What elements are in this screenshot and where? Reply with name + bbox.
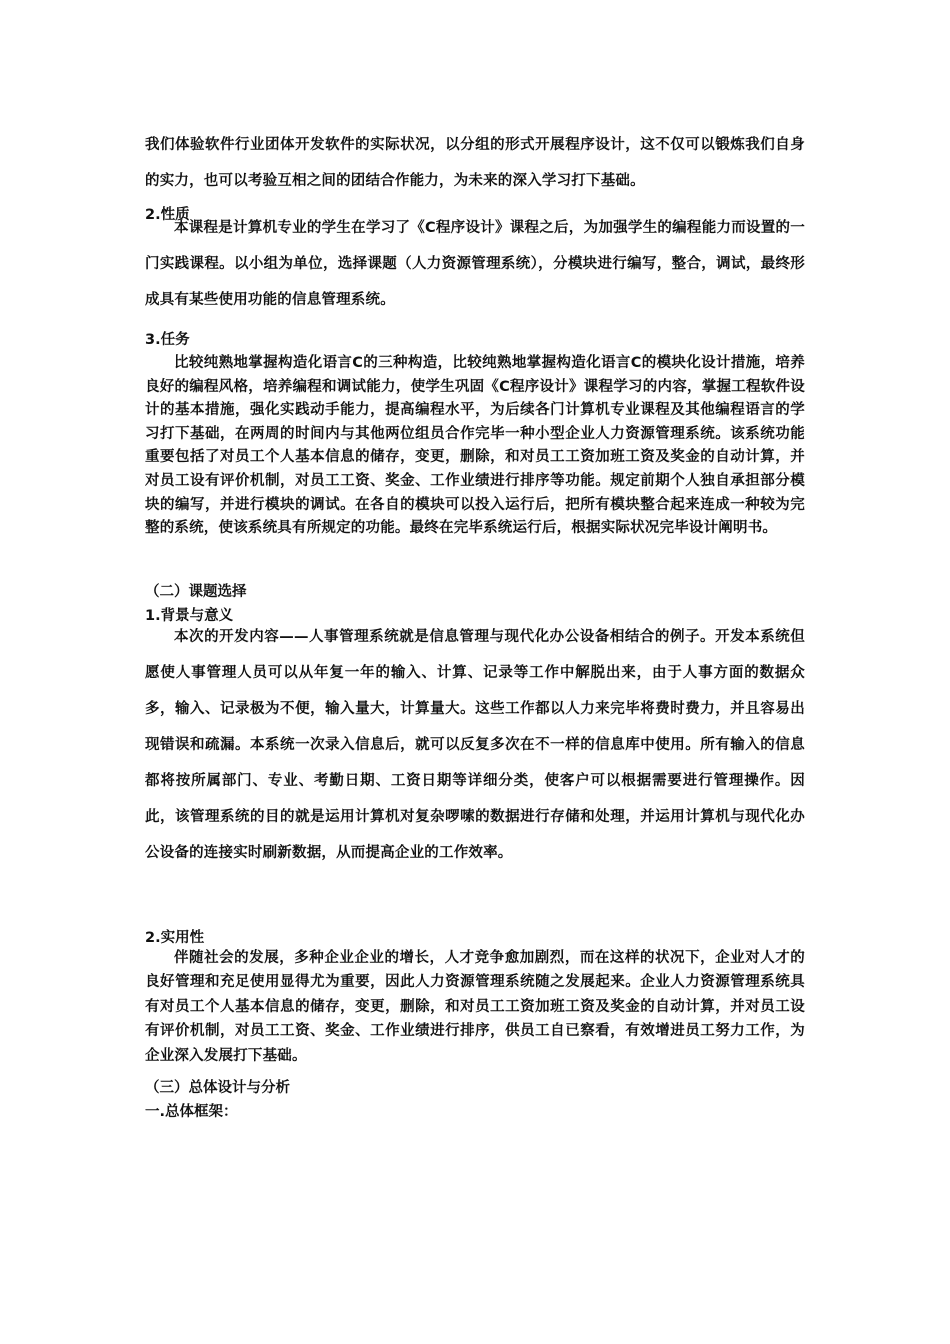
heading-practicality: 2.实用性: [145, 930, 205, 946]
heading-topic-selection: （二）课题选择: [145, 584, 247, 600]
intro-paragraph: 我们体验软件行业团体开发软件的实际状况，以分组的形式开展程序设计，这不仅可以锻炼我们自身的实力，也可以考验互相之间的团结合作能力，为未来的深入学习打下基础。: [145, 137, 805, 189]
heading-background: 1.背景与意义: [145, 608, 234, 624]
heading-overall-design: （三）总体设计与分析: [145, 1080, 290, 1096]
paragraph-background: 本次的开发内容——人事管理系统就是信息管理与现代化办公设备相结合的例子。开发本系统但愿使人事管理人员可以从年复一年的输入、计算、记录等工作中解脱出来，由于人事方面的数据众多，输入、记录极为不便，输入量大，计算量大。这些工作都以人力来完毕将费时费力，并且容易出现错误和疏漏。本系统一次录入信息后，就可以反复多次在不一样的信息库中使用。所有输入的信息都将按所属部门、专业、考勤日期、工资日期等详细分类，使客户可以根据需要进行管理操作。因此，该管理系统的目的就是运用计算机对复杂啰嗦的数据进行存储和处理，并运用计算机与现代化办公设备的连接实时刷新数据，从而提高企业的工作效率。: [145, 629, 805, 861]
heading-framework: 一.总体框架：: [145, 1104, 238, 1120]
heading-task: 3.任务: [145, 332, 190, 348]
heading-nature: 2.性质: [145, 207, 190, 223]
paragraph-practicality: 伴随社会的发展，多种企业企业的增长，人才竞争愈加剧烈，而在这样的状况下，企业对人才的良好管理和充足使用显得尤为重要，因此人力资源管理系统随之发展起来。企业人力资源管理系统具有对员工个人基本信息的储存，变更，删除，和对员工工资加班工资及奖金的自动计算，并对员工设有评价机制，对员工工资、奖金、工作业绩进行排序，供员工自已察看，有效增进员工努力工作，为企业深入发展打下基础。: [145, 950, 805, 1064]
paragraph-task: 比较纯熟地掌握构造化语言C的三种构造，比较纯熟地掌握构造化语言C的模块化设计措施，培养良好的编程风格，培养编程和调试能力，使学生巩固《C程序设计》课程学习的内容，掌握工程软件设计的基本措施，强化实践动手能力，提高编程水平，为后续各门计算机专业课程及其他编程语言的学习打下基础，在两周的时间内与其他两位组员合作完毕一种小型企业人力资源管理系统。该系统功能重要包括了对员工个人基本信息的储存，变更，删除，和对员工工资加班工资及奖金的自动计算，并对员工设有评价机制，对员工工资、奖金、工作业绩进行排序等功能。规定前期个人独自承担部分模块的编写，并进行模块的调试。在各自的模块可以投入运行后，把所有模块整合起来连成一种较为完整的系统，使该系统具有所规定的功能。最终在完毕系统运行后，根据实际状况完毕设计阐明书。: [145, 355, 805, 537]
paragraph-nature: 本课程是计算机专业的学生在学习了《C程序设计》课程之后，为加强学生的编程能力而设置的一门实践课程。以小组为单位，选择课题（人力资源管理系统），分模块进行编写，整合，调试，最终形成具有某些使用功能的信息管理系统。: [145, 220, 805, 308]
